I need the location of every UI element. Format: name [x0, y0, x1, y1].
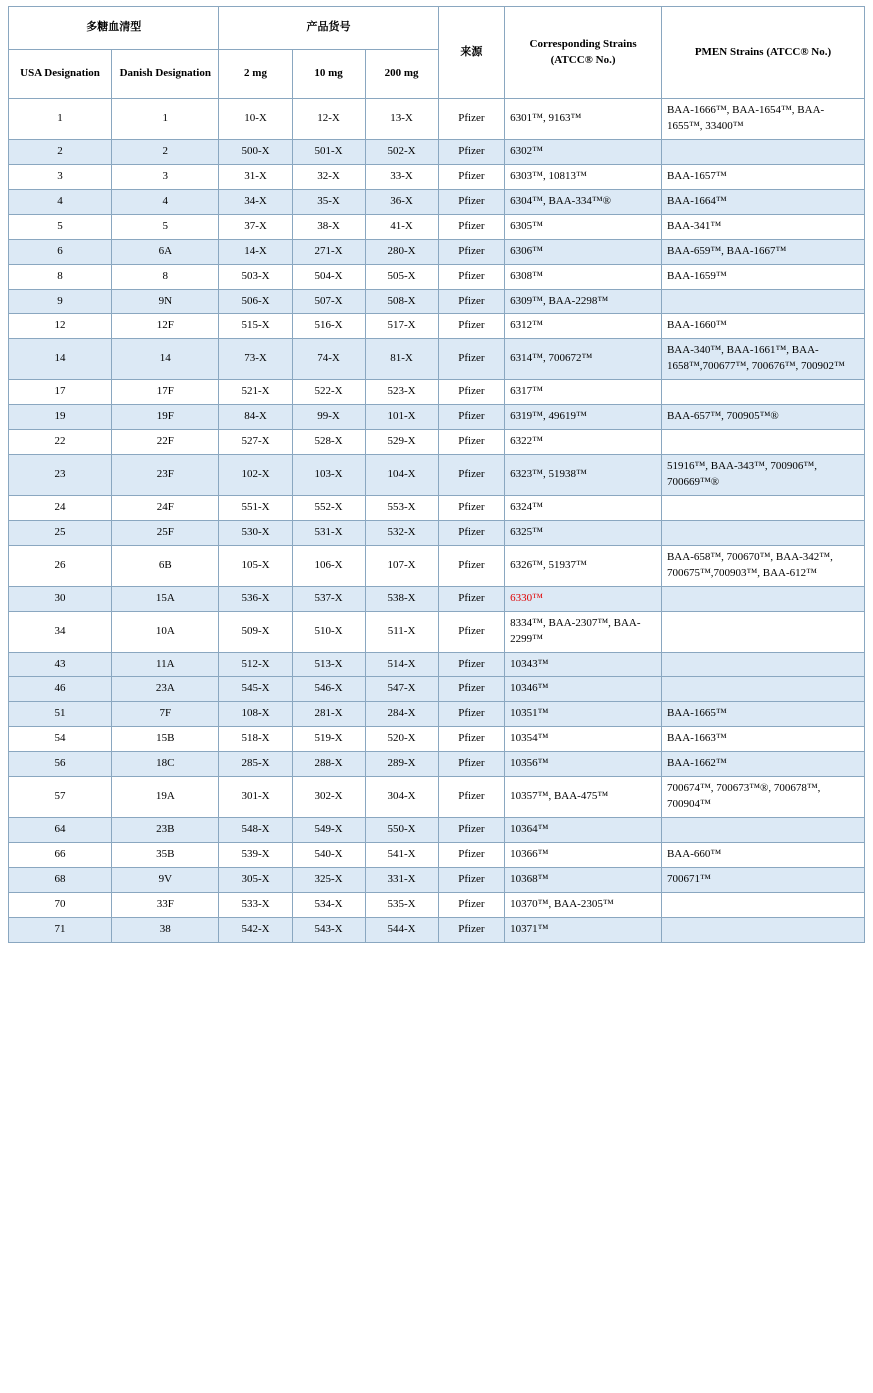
cell-catalog-2mg: 539-X: [219, 843, 292, 868]
cell-usa-designation: 34: [9, 611, 112, 652]
cell-usa-designation: 1: [9, 99, 112, 140]
cell-catalog-2mg: 34-X: [219, 189, 292, 214]
cell-catalog-2mg: 10-X: [219, 99, 292, 140]
cell-pmen-strains: BAA-657™, 700905™®: [661, 405, 864, 430]
cell-usa-designation: 51: [9, 702, 112, 727]
table-body: [9, 99, 865, 943]
cell-catalog-10mg: 103-X: [292, 455, 365, 496]
header-row-top: [9, 7, 865, 50]
cell-catalog-10mg: 99-X: [292, 405, 365, 430]
table-row: [9, 164, 865, 189]
cell-corresponding-strains: 10371™: [505, 917, 662, 942]
cell-usa-designation: 64: [9, 818, 112, 843]
header-2mg: 2 mg: [219, 50, 292, 99]
cell-pmen-strains: BAA-1657™: [661, 164, 864, 189]
table-row: [9, 892, 865, 917]
cell-usa-designation: 3: [9, 164, 112, 189]
cell-usa-designation: 25: [9, 520, 112, 545]
cell-catalog-200mg: 517-X: [365, 314, 438, 339]
table-row: [9, 652, 865, 677]
cell-danish-designation: 22F: [112, 430, 219, 455]
cell-corresponding-strains: 6314™, 700672™: [505, 339, 662, 380]
cell-catalog-2mg: 84-X: [219, 405, 292, 430]
cell-catalog-2mg: 515-X: [219, 314, 292, 339]
cell-usa-designation: 30: [9, 586, 112, 611]
cell-catalog-2mg: 14-X: [219, 239, 292, 264]
cell-danish-designation: 33F: [112, 892, 219, 917]
cell-danish-designation: 5: [112, 214, 219, 239]
cell-catalog-2mg: 545-X: [219, 677, 292, 702]
cell-usa-designation: 43: [9, 652, 112, 677]
table-row: [9, 677, 865, 702]
cell-corresponding-strains: 6325™: [505, 520, 662, 545]
cell-corresponding-strains: 6308™: [505, 264, 662, 289]
cell-source: Pfizer: [438, 586, 505, 611]
cell-usa-designation: 6: [9, 239, 112, 264]
table-row: [9, 314, 865, 339]
cell-pmen-strains: [661, 586, 864, 611]
cell-danish-designation: 19A: [112, 777, 219, 818]
cell-pmen-strains: BAA-1665™: [661, 702, 864, 727]
table-row: [9, 289, 865, 314]
cell-danish-designation: 19F: [112, 405, 219, 430]
cell-catalog-10mg: 507-X: [292, 289, 365, 314]
cell-corresponding-strains: 6312™: [505, 314, 662, 339]
cell-corresponding-strains: 6323™, 51938™: [505, 455, 662, 496]
table-row: [9, 495, 865, 520]
cell-catalog-2mg: 518-X: [219, 727, 292, 752]
cell-danish-designation: 23F: [112, 455, 219, 496]
cell-source: Pfizer: [438, 818, 505, 843]
cell-catalog-10mg: 106-X: [292, 545, 365, 586]
cell-catalog-2mg: 37-X: [219, 214, 292, 239]
cell-catalog-2mg: 551-X: [219, 495, 292, 520]
table-row: [9, 702, 865, 727]
table-row: [9, 520, 865, 545]
cell-pmen-strains: BAA-1659™: [661, 264, 864, 289]
cell-catalog-2mg: 31-X: [219, 164, 292, 189]
cell-catalog-200mg: 544-X: [365, 917, 438, 942]
cell-corresponding-strains: 6301™, 9163™: [505, 99, 662, 140]
cell-pmen-strains: [661, 289, 864, 314]
cell-danish-designation: 14: [112, 339, 219, 380]
cell-pmen-strains: BAA-1666™, BAA-1654™, BAA-1655™, 33400™: [661, 99, 864, 140]
cell-pmen-strains: 700671™: [661, 867, 864, 892]
cell-catalog-200mg: 36-X: [365, 189, 438, 214]
cell-pmen-strains: [661, 139, 864, 164]
cell-source: Pfizer: [438, 430, 505, 455]
cell-pmen-strains: [661, 652, 864, 677]
cell-corresponding-strains: 6303™, 10813™: [505, 164, 662, 189]
cell-catalog-10mg: 519-X: [292, 727, 365, 752]
cell-source: Pfizer: [438, 652, 505, 677]
header-200mg: 200 mg: [365, 50, 438, 99]
header-10mg: 10 mg: [292, 50, 365, 99]
cell-corresponding-strains: 10354™: [505, 727, 662, 752]
cell-source: Pfizer: [438, 380, 505, 405]
table-row: [9, 380, 865, 405]
cell-corresponding-strains: 10366™: [505, 843, 662, 868]
table-row: [9, 339, 865, 380]
cell-usa-designation: 5: [9, 214, 112, 239]
cell-usa-designation: 4: [9, 189, 112, 214]
cell-source: Pfizer: [438, 702, 505, 727]
cell-catalog-10mg: 552-X: [292, 495, 365, 520]
cell-source: Pfizer: [438, 405, 505, 430]
cell-danish-designation: 7F: [112, 702, 219, 727]
cell-corresponding-strains: 10370™, BAA-2305™: [505, 892, 662, 917]
cell-danish-designation: 1: [112, 99, 219, 140]
table-row: [9, 611, 865, 652]
cell-pmen-strains: [661, 892, 864, 917]
cell-corresponding-strains: 10364™: [505, 818, 662, 843]
table-row: [9, 239, 865, 264]
cell-pmen-strains: [661, 495, 864, 520]
cell-catalog-2mg: 533-X: [219, 892, 292, 917]
cell-danish-designation: 10A: [112, 611, 219, 652]
header-corresponding-strains: Corresponding Strains (ATCC® No.): [505, 7, 662, 99]
cell-catalog-200mg: 502-X: [365, 139, 438, 164]
cell-pmen-strains: 51916™, BAA-343™, 700906™, 700669™®: [661, 455, 864, 496]
cell-catalog-10mg: 522-X: [292, 380, 365, 405]
table-row: [9, 99, 865, 140]
cell-source: Pfizer: [438, 264, 505, 289]
cell-catalog-10mg: 504-X: [292, 264, 365, 289]
cell-corresponding-strains: 6309™, BAA-2298™: [505, 289, 662, 314]
cell-source: Pfizer: [438, 752, 505, 777]
cell-usa-designation: 9: [9, 289, 112, 314]
cell-usa-designation: 8: [9, 264, 112, 289]
cell-catalog-10mg: 74-X: [292, 339, 365, 380]
cell-catalog-2mg: 521-X: [219, 380, 292, 405]
table-row: [9, 818, 865, 843]
cell-catalog-200mg: 33-X: [365, 164, 438, 189]
table-row: [9, 455, 865, 496]
cell-danish-designation: 6B: [112, 545, 219, 586]
cell-source: Pfizer: [438, 139, 505, 164]
cell-usa-designation: 68: [9, 867, 112, 892]
cell-corresponding-strains: 8334™, BAA-2307™, BAA-2299™: [505, 611, 662, 652]
cell-catalog-2mg: 305-X: [219, 867, 292, 892]
cell-corresponding-strains: 10357™, BAA-475™: [505, 777, 662, 818]
cell-catalog-2mg: 527-X: [219, 430, 292, 455]
cell-corresponding-strains: 6319™, 49619™: [505, 405, 662, 430]
cell-source: Pfizer: [438, 677, 505, 702]
cell-danish-designation: 3: [112, 164, 219, 189]
cell-catalog-2mg: 530-X: [219, 520, 292, 545]
cell-danish-designation: 15A: [112, 586, 219, 611]
cell-catalog-2mg: 542-X: [219, 917, 292, 942]
cell-pmen-strains: [661, 917, 864, 942]
cell-catalog-200mg: 304-X: [365, 777, 438, 818]
table-row: [9, 214, 865, 239]
cell-danish-designation: 6A: [112, 239, 219, 264]
cell-source: Pfizer: [438, 314, 505, 339]
cell-catalog-200mg: 280-X: [365, 239, 438, 264]
cell-catalog-10mg: 543-X: [292, 917, 365, 942]
cell-danish-designation: 23B: [112, 818, 219, 843]
header-pmen-strains: PMEN Strains (ATCC® No.): [661, 7, 864, 99]
cell-danish-designation: 4: [112, 189, 219, 214]
cell-catalog-2mg: 536-X: [219, 586, 292, 611]
cell-pmen-strains: BAA-341™: [661, 214, 864, 239]
cell-catalog-10mg: 549-X: [292, 818, 365, 843]
table-row: [9, 917, 865, 942]
cell-catalog-200mg: 529-X: [365, 430, 438, 455]
cell-catalog-200mg: 41-X: [365, 214, 438, 239]
cell-usa-designation: 2: [9, 139, 112, 164]
cell-pmen-strains: BAA-340™, BAA-1661™, BAA-1658™,700677™, 700676™, 700902™: [661, 339, 864, 380]
cell-catalog-10mg: 546-X: [292, 677, 365, 702]
cell-danish-designation: 23A: [112, 677, 219, 702]
cell-corresponding-strains: 6324™: [505, 495, 662, 520]
cell-catalog-2mg: 500-X: [219, 139, 292, 164]
cell-usa-designation: 26: [9, 545, 112, 586]
cell-catalog-10mg: 531-X: [292, 520, 365, 545]
table-row: [9, 430, 865, 455]
cell-pmen-strains: BAA-660™: [661, 843, 864, 868]
cell-corresponding-strains: 6317™: [505, 380, 662, 405]
cell-catalog-10mg: 325-X: [292, 867, 365, 892]
cell-catalog-200mg: 331-X: [365, 867, 438, 892]
cell-corresponding-strains: 6306™: [505, 239, 662, 264]
cell-usa-designation: 71: [9, 917, 112, 942]
cell-catalog-10mg: 302-X: [292, 777, 365, 818]
cell-catalog-10mg: 528-X: [292, 430, 365, 455]
header-usa-designation: USA Designation: [9, 50, 112, 99]
cell-source: Pfizer: [438, 611, 505, 652]
header-source: 来源: [438, 7, 505, 99]
pneumococcal-serotype-table: [8, 6, 865, 943]
cell-usa-designation: 23: [9, 455, 112, 496]
table-row: [9, 139, 865, 164]
cell-catalog-200mg: 284-X: [365, 702, 438, 727]
table-row: [9, 777, 865, 818]
cell-usa-designation: 57: [9, 777, 112, 818]
cell-pmen-strains: [661, 677, 864, 702]
cell-pmen-strains: BAA-1660™: [661, 314, 864, 339]
cell-catalog-2mg: 105-X: [219, 545, 292, 586]
cell-danish-designation: 18C: [112, 752, 219, 777]
cell-corresponding-strains: 6326™, 51937™: [505, 545, 662, 586]
cell-catalog-200mg: 101-X: [365, 405, 438, 430]
cell-source: Pfizer: [438, 495, 505, 520]
cell-danish-designation: 11A: [112, 652, 219, 677]
cell-usa-designation: 22: [9, 430, 112, 455]
cell-catalog-10mg: 501-X: [292, 139, 365, 164]
cell-source: Pfizer: [438, 545, 505, 586]
cell-catalog-10mg: 32-X: [292, 164, 365, 189]
cell-catalog-10mg: 12-X: [292, 99, 365, 140]
cell-catalog-200mg: 289-X: [365, 752, 438, 777]
cell-catalog-10mg: 288-X: [292, 752, 365, 777]
cell-usa-designation: 17: [9, 380, 112, 405]
cell-source: Pfizer: [438, 289, 505, 314]
cell-catalog-200mg: 550-X: [365, 818, 438, 843]
cell-corresponding-strains: 6322™: [505, 430, 662, 455]
cell-catalog-2mg: 548-X: [219, 818, 292, 843]
cell-pmen-strains: BAA-1664™: [661, 189, 864, 214]
cell-source: Pfizer: [438, 214, 505, 239]
header-danish-designation: Danish Designation: [112, 50, 219, 99]
table-row: [9, 545, 865, 586]
cell-catalog-10mg: 271-X: [292, 239, 365, 264]
cell-catalog-200mg: 107-X: [365, 545, 438, 586]
cell-catalog-200mg: 508-X: [365, 289, 438, 314]
table-row: [9, 867, 865, 892]
cell-catalog-2mg: 301-X: [219, 777, 292, 818]
cell-danish-designation: 15B: [112, 727, 219, 752]
cell-catalog-10mg: 281-X: [292, 702, 365, 727]
cell-usa-designation: 54: [9, 727, 112, 752]
cell-catalog-200mg: 514-X: [365, 652, 438, 677]
cell-usa-designation: 24: [9, 495, 112, 520]
cell-catalog-200mg: 81-X: [365, 339, 438, 380]
cell-corresponding-strains: 10346™: [505, 677, 662, 702]
table-row: [9, 405, 865, 430]
cell-catalog-200mg: 505-X: [365, 264, 438, 289]
cell-catalog-200mg: 532-X: [365, 520, 438, 545]
table-row: [9, 752, 865, 777]
table-row: [9, 586, 865, 611]
header-group-catalog: 产品货号: [219, 7, 438, 50]
cell-catalog-200mg: 535-X: [365, 892, 438, 917]
cell-catalog-2mg: 503-X: [219, 264, 292, 289]
cell-source: Pfizer: [438, 777, 505, 818]
cell-pmen-strains: [661, 520, 864, 545]
table-header: [9, 7, 865, 99]
cell-danish-designation: 17F: [112, 380, 219, 405]
cell-usa-designation: 12: [9, 314, 112, 339]
cell-corresponding-strains: 10368™: [505, 867, 662, 892]
cell-catalog-200mg: 553-X: [365, 495, 438, 520]
cell-source: Pfizer: [438, 239, 505, 264]
cell-pmen-strains: BAA-1662™: [661, 752, 864, 777]
cell-danish-designation: 24F: [112, 495, 219, 520]
table-row: [9, 727, 865, 752]
cell-catalog-10mg: 534-X: [292, 892, 365, 917]
cell-pmen-strains: [661, 611, 864, 652]
cell-source: Pfizer: [438, 189, 505, 214]
cell-catalog-2mg: 73-X: [219, 339, 292, 380]
cell-danish-designation: 9V: [112, 867, 219, 892]
cell-catalog-200mg: 104-X: [365, 455, 438, 496]
table-row: [9, 264, 865, 289]
cell-corresponding-strains: 6305™: [505, 214, 662, 239]
cell-corresponding-strains: 10351™: [505, 702, 662, 727]
cell-source: Pfizer: [438, 727, 505, 752]
cell-catalog-200mg: 547-X: [365, 677, 438, 702]
cell-usa-designation: 66: [9, 843, 112, 868]
cell-catalog-10mg: 38-X: [292, 214, 365, 239]
cell-catalog-10mg: 35-X: [292, 189, 365, 214]
cell-catalog-200mg: 538-X: [365, 586, 438, 611]
cell-corresponding-strains: 10343™: [505, 652, 662, 677]
cell-source: Pfizer: [438, 455, 505, 496]
cell-danish-designation: 38: [112, 917, 219, 942]
cell-source: Pfizer: [438, 843, 505, 868]
cell-catalog-2mg: 108-X: [219, 702, 292, 727]
cell-danish-designation: 25F: [112, 520, 219, 545]
cell-danish-designation: 12F: [112, 314, 219, 339]
cell-catalog-10mg: 516-X: [292, 314, 365, 339]
cell-catalog-10mg: 513-X: [292, 652, 365, 677]
cell-danish-designation: 9N: [112, 289, 219, 314]
cell-catalog-200mg: 523-X: [365, 380, 438, 405]
cell-pmen-strains: [661, 380, 864, 405]
table-row: [9, 843, 865, 868]
cell-pmen-strains: BAA-658™, 700670™, BAA-342™, 700675™,700903™, BAA-612™: [661, 545, 864, 586]
cell-catalog-2mg: 102-X: [219, 455, 292, 496]
cell-pmen-strains: 700674™, 700673™®, 700678™, 700904™: [661, 777, 864, 818]
cell-usa-designation: 14: [9, 339, 112, 380]
cell-source: Pfizer: [438, 917, 505, 942]
cell-source: Pfizer: [438, 339, 505, 380]
cell-pmen-strains: [661, 430, 864, 455]
cell-catalog-2mg: 285-X: [219, 752, 292, 777]
cell-usa-designation: 70: [9, 892, 112, 917]
cell-catalog-2mg: 509-X: [219, 611, 292, 652]
cell-catalog-2mg: 512-X: [219, 652, 292, 677]
cell-catalog-10mg: 510-X: [292, 611, 365, 652]
cell-source: Pfizer: [438, 99, 505, 140]
cell-corresponding-strains: 6330™: [505, 586, 662, 611]
cell-catalog-200mg: 511-X: [365, 611, 438, 652]
cell-corresponding-strains: 6304™, BAA-334™®: [505, 189, 662, 214]
cell-danish-designation: 35B: [112, 843, 219, 868]
cell-source: Pfizer: [438, 892, 505, 917]
cell-catalog-200mg: 541-X: [365, 843, 438, 868]
cell-usa-designation: 46: [9, 677, 112, 702]
cell-pmen-strains: BAA-659™, BAA-1667™: [661, 239, 864, 264]
header-group-serotype: 多糖血清型: [9, 7, 219, 50]
cell-corresponding-strains: 10356™: [505, 752, 662, 777]
cell-catalog-2mg: 506-X: [219, 289, 292, 314]
cell-danish-designation: 2: [112, 139, 219, 164]
cell-danish-designation: 8: [112, 264, 219, 289]
cell-corresponding-strains: 6302™: [505, 139, 662, 164]
cell-usa-designation: 19: [9, 405, 112, 430]
cell-pmen-strains: BAA-1663™: [661, 727, 864, 752]
cell-catalog-200mg: 520-X: [365, 727, 438, 752]
cell-catalog-10mg: 537-X: [292, 586, 365, 611]
cell-source: Pfizer: [438, 520, 505, 545]
cell-source: Pfizer: [438, 164, 505, 189]
cell-usa-designation: 56: [9, 752, 112, 777]
cell-source: Pfizer: [438, 867, 505, 892]
table-row: [9, 189, 865, 214]
cell-catalog-200mg: 13-X: [365, 99, 438, 140]
cell-pmen-strains: [661, 818, 864, 843]
cell-catalog-10mg: 540-X: [292, 843, 365, 868]
